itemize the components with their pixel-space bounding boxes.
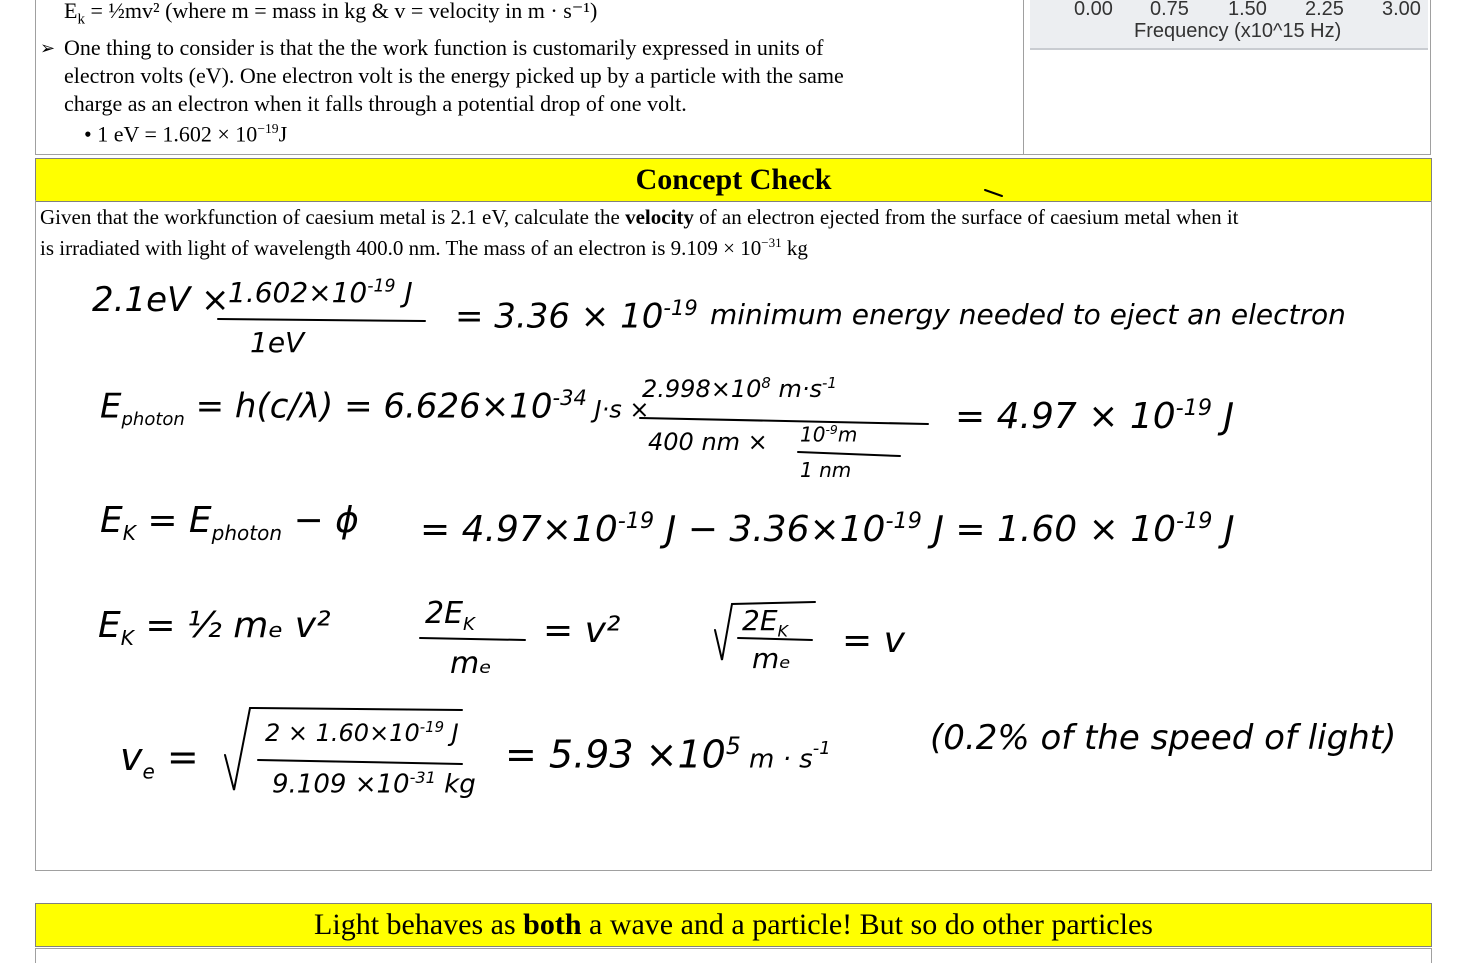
bullet-text: charge as an electron when it falls through a potential drop of one volt. (64, 91, 687, 116)
hw-line1-result: = $3.36 \times 10^{-19}$ (455, 295, 698, 337)
hw-line1-numerator: $1.602\times 10^{-19}$ J (228, 276, 413, 309)
hw-line1-note: minimum energy needed to eject an electron (710, 298, 1346, 331)
hw-line4-lhs: $E_K$ = ½ mₑ v² (98, 605, 331, 651)
kinetic-energy-formula: $E_k$ = ½mv² (where m = mass in kg & v = velocity in m · s⁻¹) (64, 0, 598, 28)
hw-line5-note: (0.2% of the speed of light) (930, 718, 1397, 758)
arrow-bullet-icon: ➢ (40, 38, 56, 58)
light-banner: Light behaves as both a wave and a particle! But so do other particles (35, 903, 1432, 947)
x-axis-label: Frequency (x10^15 Hz) (1134, 20, 1342, 42)
hw-line5-result: = $5.93 \times 10^5$ $m \cdot s^{-1}$ (505, 732, 831, 777)
hw-line1-lhs: 2.1eV × (92, 280, 230, 320)
x-tick: 3.00 (1382, 0, 1421, 20)
hw-line2-denominator: 400 nm × (648, 428, 768, 456)
hw-line3-lhs: $E_K = E_{photon} - \phi$ (100, 500, 359, 546)
x-tick: 0.75 (1150, 0, 1189, 20)
hw-line5-lhs: $v_e$ = (120, 735, 199, 784)
next-section-box (35, 948, 1432, 963)
hw-line2-lhs: $E_{photon} = h(c/\lambda) = 6.626\times 10^{-34}$ J·s × (100, 385, 650, 431)
hw-line2-nm-denominator: 1 nm (800, 458, 852, 482)
x-tick: 1.50 (1228, 0, 1267, 20)
hw-line2-nm-numerator: $10^{-9}m$ (800, 422, 858, 447)
hw-line4-mid: = v² (543, 610, 621, 651)
hw-line1-denominator: 1eV (250, 326, 305, 359)
hw-line3-rhs: = $4.97\times 10^{-19}$ $J - 3.36\times 10^{-19}$ $J = 1.60 \times 10^{-19}$ J (420, 508, 1235, 550)
bullet-text: One thing to consider is that the the work function is customarily expressed in units of (64, 35, 824, 60)
hw-line4-sqrt-denominator: mₑ (752, 642, 791, 675)
concept-check-heading: Concept Check (35, 158, 1432, 202)
hw-line5-denominator: $9.109 \times 10^{-31}$ kg (272, 768, 476, 800)
hw-line4-result: = v (842, 620, 905, 661)
question-text: Given that the workfunction of caesium metal is 2.1 eV, calculate the velocity of an electron ejected from the surface of caesium metal when it is irradiated with light of wavelength 400.0 nm. The mass of an electron is $9.109 \times 10^{-31}$ kg (40, 205, 1239, 260)
hw-line2-numerator: $2.998\times 10^8$ $m\cdot s^{-1}$ (642, 374, 837, 403)
hw-line4-frac-denominator: mₑ (450, 646, 492, 681)
hw-line5-numerator: $2 \times 1.60\times 10^{-19}$ J (265, 718, 459, 747)
hw-line2-result: = $4.97 \times 10^{-19}$ J (955, 395, 1235, 437)
hw-line4-sqrt-numerator: $2E_K$ (742, 604, 789, 641)
x-tick: 0.00 (1074, 0, 1113, 20)
x-tick: 2.25 (1305, 0, 1344, 20)
bullet-text: electron volts (eV). One electron volt is the energy picked up by a particle with the same (64, 63, 844, 88)
sub-bullet-ev: • 1 eV = $1.602 \times 10^{-19}J$ (84, 121, 288, 147)
hw-line4-frac-numerator: $2E_K$ (425, 596, 475, 635)
